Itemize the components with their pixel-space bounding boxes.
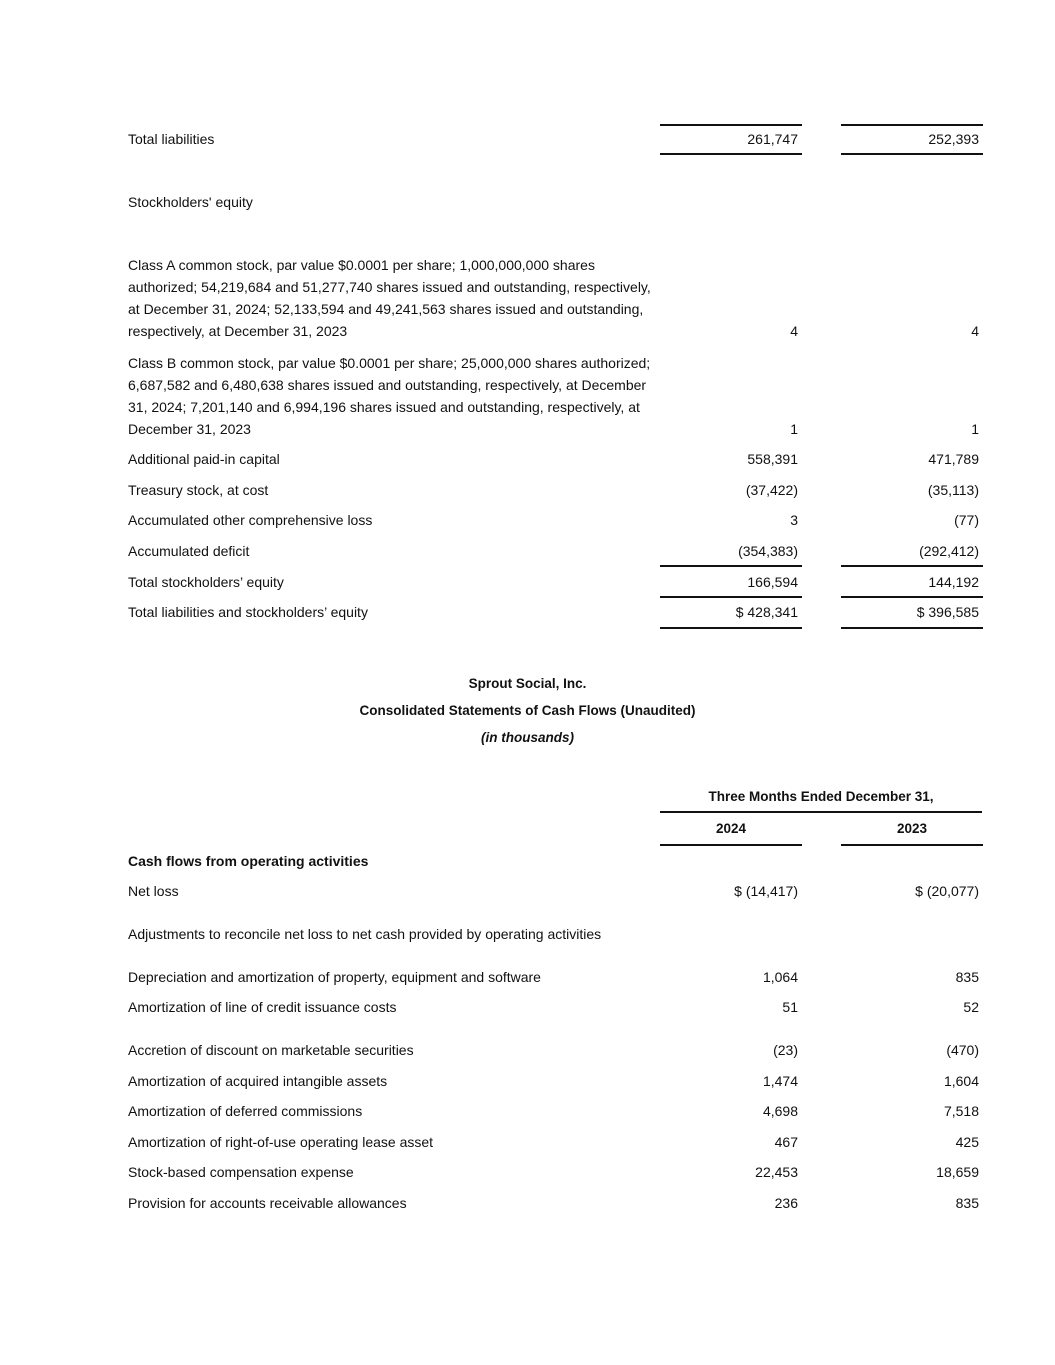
row-label: Cash flows from operating activities — [128, 853, 369, 869]
row-label: Class B common stock, par value $0.0001 per share; 25,000,000 shares authorized; 6,687,582 and 6,480,638 shares issued and outstanding, respectively, at December 31, 2024; 7,201,140 and 6,994,196 shares issued and outstanding, respectively, at December 31, 2023 — [128, 355, 651, 437]
rule-top-2024 — [660, 124, 802, 126]
rule-deficit-2024 — [660, 565, 802, 567]
value-2024: $ (14,417) — [734, 883, 798, 899]
value-2023: 52 — [963, 999, 979, 1015]
value-2024: 51 — [782, 999, 798, 1015]
rule-grand-total-2024 — [660, 627, 802, 629]
value-2023: 18,659 — [936, 1164, 979, 1180]
value-2024: (23) — [773, 1042, 798, 1058]
row-label: Provision for accounts receivable allowances — [128, 1195, 407, 1211]
column-header-rule-2024 — [660, 844, 802, 846]
row-label: Accretion of discount on marketable securities — [128, 1042, 414, 1058]
value-2023: 252,393 — [928, 131, 979, 147]
value-2023: 471,789 — [928, 451, 979, 467]
value-2024: 1 — [790, 421, 798, 437]
value-2023: (77) — [954, 512, 979, 528]
row-label: Treasury stock, at cost — [128, 482, 269, 498]
value-2024: 22,453 — [755, 1164, 798, 1180]
value-2024: $ 428,341 — [735, 604, 798, 620]
value-2023: 835 — [955, 1195, 979, 1211]
statement-title: Consolidated Statements of Cash Flows (Unaudited) — [359, 703, 696, 718]
value-2023: (292,412) — [919, 543, 979, 559]
rule-total-liabilities-2023 — [841, 153, 983, 155]
row-label: Total stockholders’ equity — [128, 574, 284, 590]
value-2024: 4 — [790, 323, 798, 339]
row-label: Adjustments to reconcile net loss to net cash provided by operating activities — [128, 926, 602, 942]
value-2024: 166,594 — [747, 574, 798, 590]
value-2023: 1,604 — [943, 1073, 979, 1089]
row-label: Amortization of line of credit issuance costs — [128, 999, 397, 1015]
row-label: Stockholders' equity — [128, 194, 253, 210]
row-label: Accumulated deficit — [128, 543, 250, 559]
row-label: Net loss — [128, 883, 179, 899]
row-label: Stock-based compensation expense — [128, 1164, 354, 1180]
value-2023: 4 — [971, 323, 979, 339]
row-label: Amortization of deferred commissions — [128, 1103, 363, 1119]
value-2023: $ (20,077) — [915, 883, 979, 899]
row-label: Total liabilities — [128, 131, 215, 147]
value-2023: 835 — [955, 969, 979, 985]
value-2024: 3 — [790, 512, 798, 528]
row-label: Depreciation and amortization of property, equipment and software — [128, 969, 541, 985]
rule-total-equity-2023 — [841, 596, 983, 598]
row-label: Additional paid-in capital — [128, 451, 280, 467]
value-2023: 1 — [971, 421, 979, 437]
row-label: Amortization of acquired intangible assets — [128, 1073, 388, 1089]
row-label: Class A common stock, par value $0.0001 per share; 1,000,000,000 shares authorized; 54,219,684 and 51,277,740 shares issued and outstanding, respectively, at December 31, 2024; 52,133,594 and 49,241,563 shares issued and outstanding, respectively, at December 31, 2023 — [128, 257, 651, 339]
row-label: Amortization of right-of-use operating lease asset — [128, 1134, 434, 1150]
value-2023: 7,518 — [943, 1103, 979, 1119]
value-2024: 1,064 — [762, 969, 798, 985]
column-header-2024: 2024 — [715, 821, 747, 836]
rule-total-equity-2024 — [660, 596, 802, 598]
row-label: Total liabilities and stockholders’ equity — [128, 604, 368, 620]
company-name: Sprout Social, Inc. — [468, 676, 587, 691]
value-2024: (37,422) — [745, 482, 798, 498]
value-2024: 467 — [774, 1134, 798, 1150]
value-2024: 558,391 — [747, 451, 798, 467]
period-header: Three Months Ended December 31, — [708, 789, 934, 804]
value-2023: (470) — [946, 1042, 979, 1058]
value-2024: 236 — [774, 1195, 798, 1211]
rule-deficit-2023 — [841, 565, 983, 567]
period-header-rule — [660, 811, 982, 813]
value-2024: 4,698 — [762, 1103, 798, 1119]
value-2023: (35,113) — [927, 482, 979, 498]
value-2023: 144,192 — [928, 574, 979, 590]
rule-grand-total-2023 — [841, 627, 983, 629]
value-2024: (354,383) — [738, 543, 798, 559]
value-2024: 1,474 — [762, 1073, 798, 1089]
value-2023: $ 396,585 — [916, 604, 979, 620]
rule-total-liabilities-2024 — [660, 153, 802, 155]
row-label: Accumulated other comprehensive loss — [128, 512, 373, 528]
units-note: (in thousands) — [481, 730, 574, 745]
value-2024: 261,747 — [747, 131, 798, 147]
rule-top-2023 — [841, 124, 983, 126]
value-2023: 425 — [955, 1134, 979, 1150]
column-header-rule-2023 — [841, 844, 983, 846]
column-header-2023: 2023 — [896, 821, 928, 836]
